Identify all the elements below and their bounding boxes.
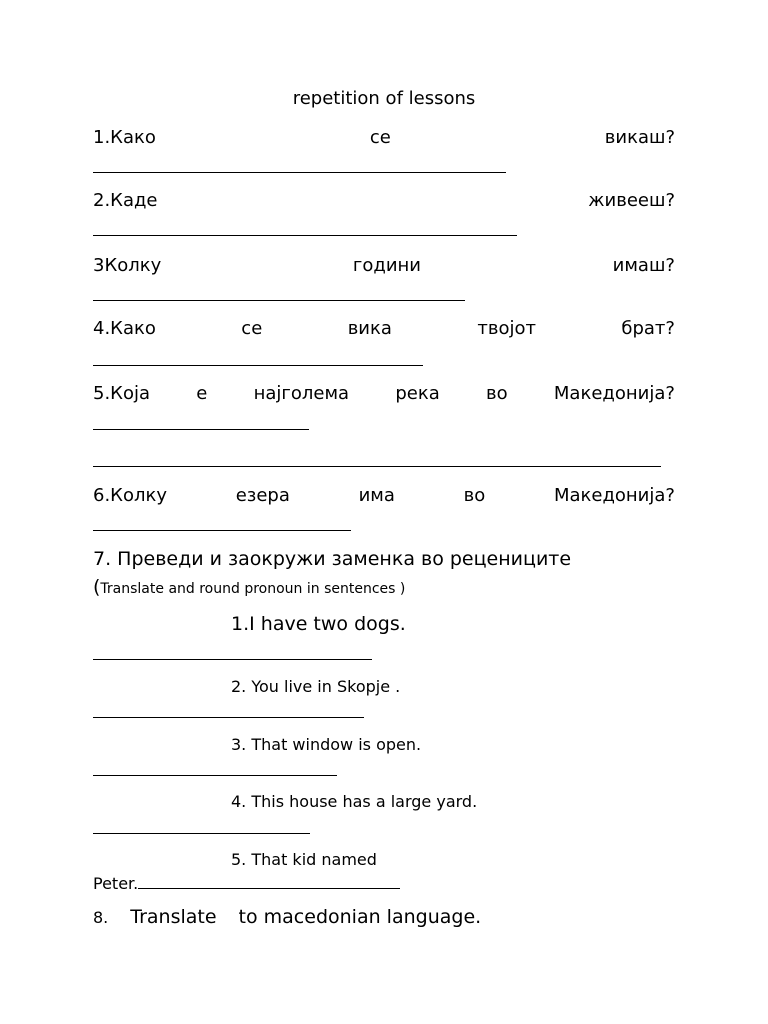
question-word: 1.Како xyxy=(93,127,156,148)
section-7-subtitle-text: Translate and round pronoun in sentences ) xyxy=(100,581,406,597)
translation-line-3[interactable] xyxy=(93,775,337,776)
question-3-text xyxy=(93,255,675,277)
translation-line-5[interactable] xyxy=(138,876,400,889)
question-6 xyxy=(93,485,675,507)
answer-line-3[interactable] xyxy=(93,300,465,301)
translation-line-2[interactable] xyxy=(93,717,364,718)
question-word: е xyxy=(196,383,208,404)
question-word: Македонија? xyxy=(553,383,675,404)
question-2 xyxy=(93,190,675,212)
sentence-1: 1.I have two dogs. xyxy=(231,613,406,635)
question-5-text xyxy=(93,383,675,405)
question-word: 2.Каде xyxy=(93,190,158,211)
section-7-paren: ( xyxy=(93,576,101,598)
peter-text: Peter. xyxy=(93,874,139,893)
question-4-text xyxy=(93,318,675,340)
answer-line-2[interactable] xyxy=(93,235,517,236)
question-word: Македонија? xyxy=(553,485,675,506)
answer-line-1[interactable] xyxy=(93,172,506,173)
question-4 xyxy=(93,318,675,340)
question-word: брат? xyxy=(621,318,675,339)
sentence-3: 3. That window is open. xyxy=(231,735,422,754)
answer-line-6[interactable] xyxy=(93,530,351,531)
question-word: 5.Која xyxy=(93,383,150,404)
section-8-number: 8. xyxy=(93,908,109,927)
answer-line-5a[interactable] xyxy=(93,429,309,430)
sentence-5-continuation xyxy=(93,874,400,893)
question-3 xyxy=(93,255,675,277)
question-word: имаш? xyxy=(612,255,675,276)
question-word: езера xyxy=(235,485,290,506)
translation-line-4[interactable] xyxy=(93,833,310,834)
section-8-word-2: to macedonian language. xyxy=(238,906,482,928)
question-word: години xyxy=(352,255,422,276)
page-title: repetition of lessons xyxy=(292,88,476,109)
question-word: 6.Колку xyxy=(93,485,167,506)
question-word: 4.Како xyxy=(93,318,156,339)
question-word: 3Колку xyxy=(93,255,162,276)
question-word: во xyxy=(486,383,508,404)
question-5 xyxy=(93,383,675,405)
question-word: се xyxy=(241,318,263,339)
section-7-subtitle xyxy=(93,576,405,598)
question-word: се xyxy=(369,127,391,148)
question-6-text xyxy=(93,485,675,507)
question-word: викаш? xyxy=(604,127,675,148)
answer-line-5b[interactable] xyxy=(93,466,661,467)
sentence-5: 5. That kid named xyxy=(231,850,377,869)
question-1 xyxy=(93,127,675,149)
section-7-heading: 7. Преведи и заокружи заменка во рецениците xyxy=(93,548,572,570)
question-word: во xyxy=(463,485,486,506)
question-word: има xyxy=(358,485,395,506)
section-8-heading xyxy=(93,906,481,928)
question-word: живееш? xyxy=(588,190,675,211)
sentence-4: 4. This house has a large yard. xyxy=(231,792,478,811)
translation-line-1[interactable] xyxy=(93,659,372,660)
question-word: најголема xyxy=(253,383,350,404)
question-word: река xyxy=(395,383,440,404)
sentence-2: 2. You live in Skopje . xyxy=(231,677,401,696)
question-1-text xyxy=(93,127,675,149)
answer-line-4[interactable] xyxy=(93,365,423,366)
section-8-word-1: Translate xyxy=(130,906,217,928)
question-word: твојот xyxy=(477,318,536,339)
question-word: вика xyxy=(347,318,392,339)
question-2-text xyxy=(93,190,675,212)
